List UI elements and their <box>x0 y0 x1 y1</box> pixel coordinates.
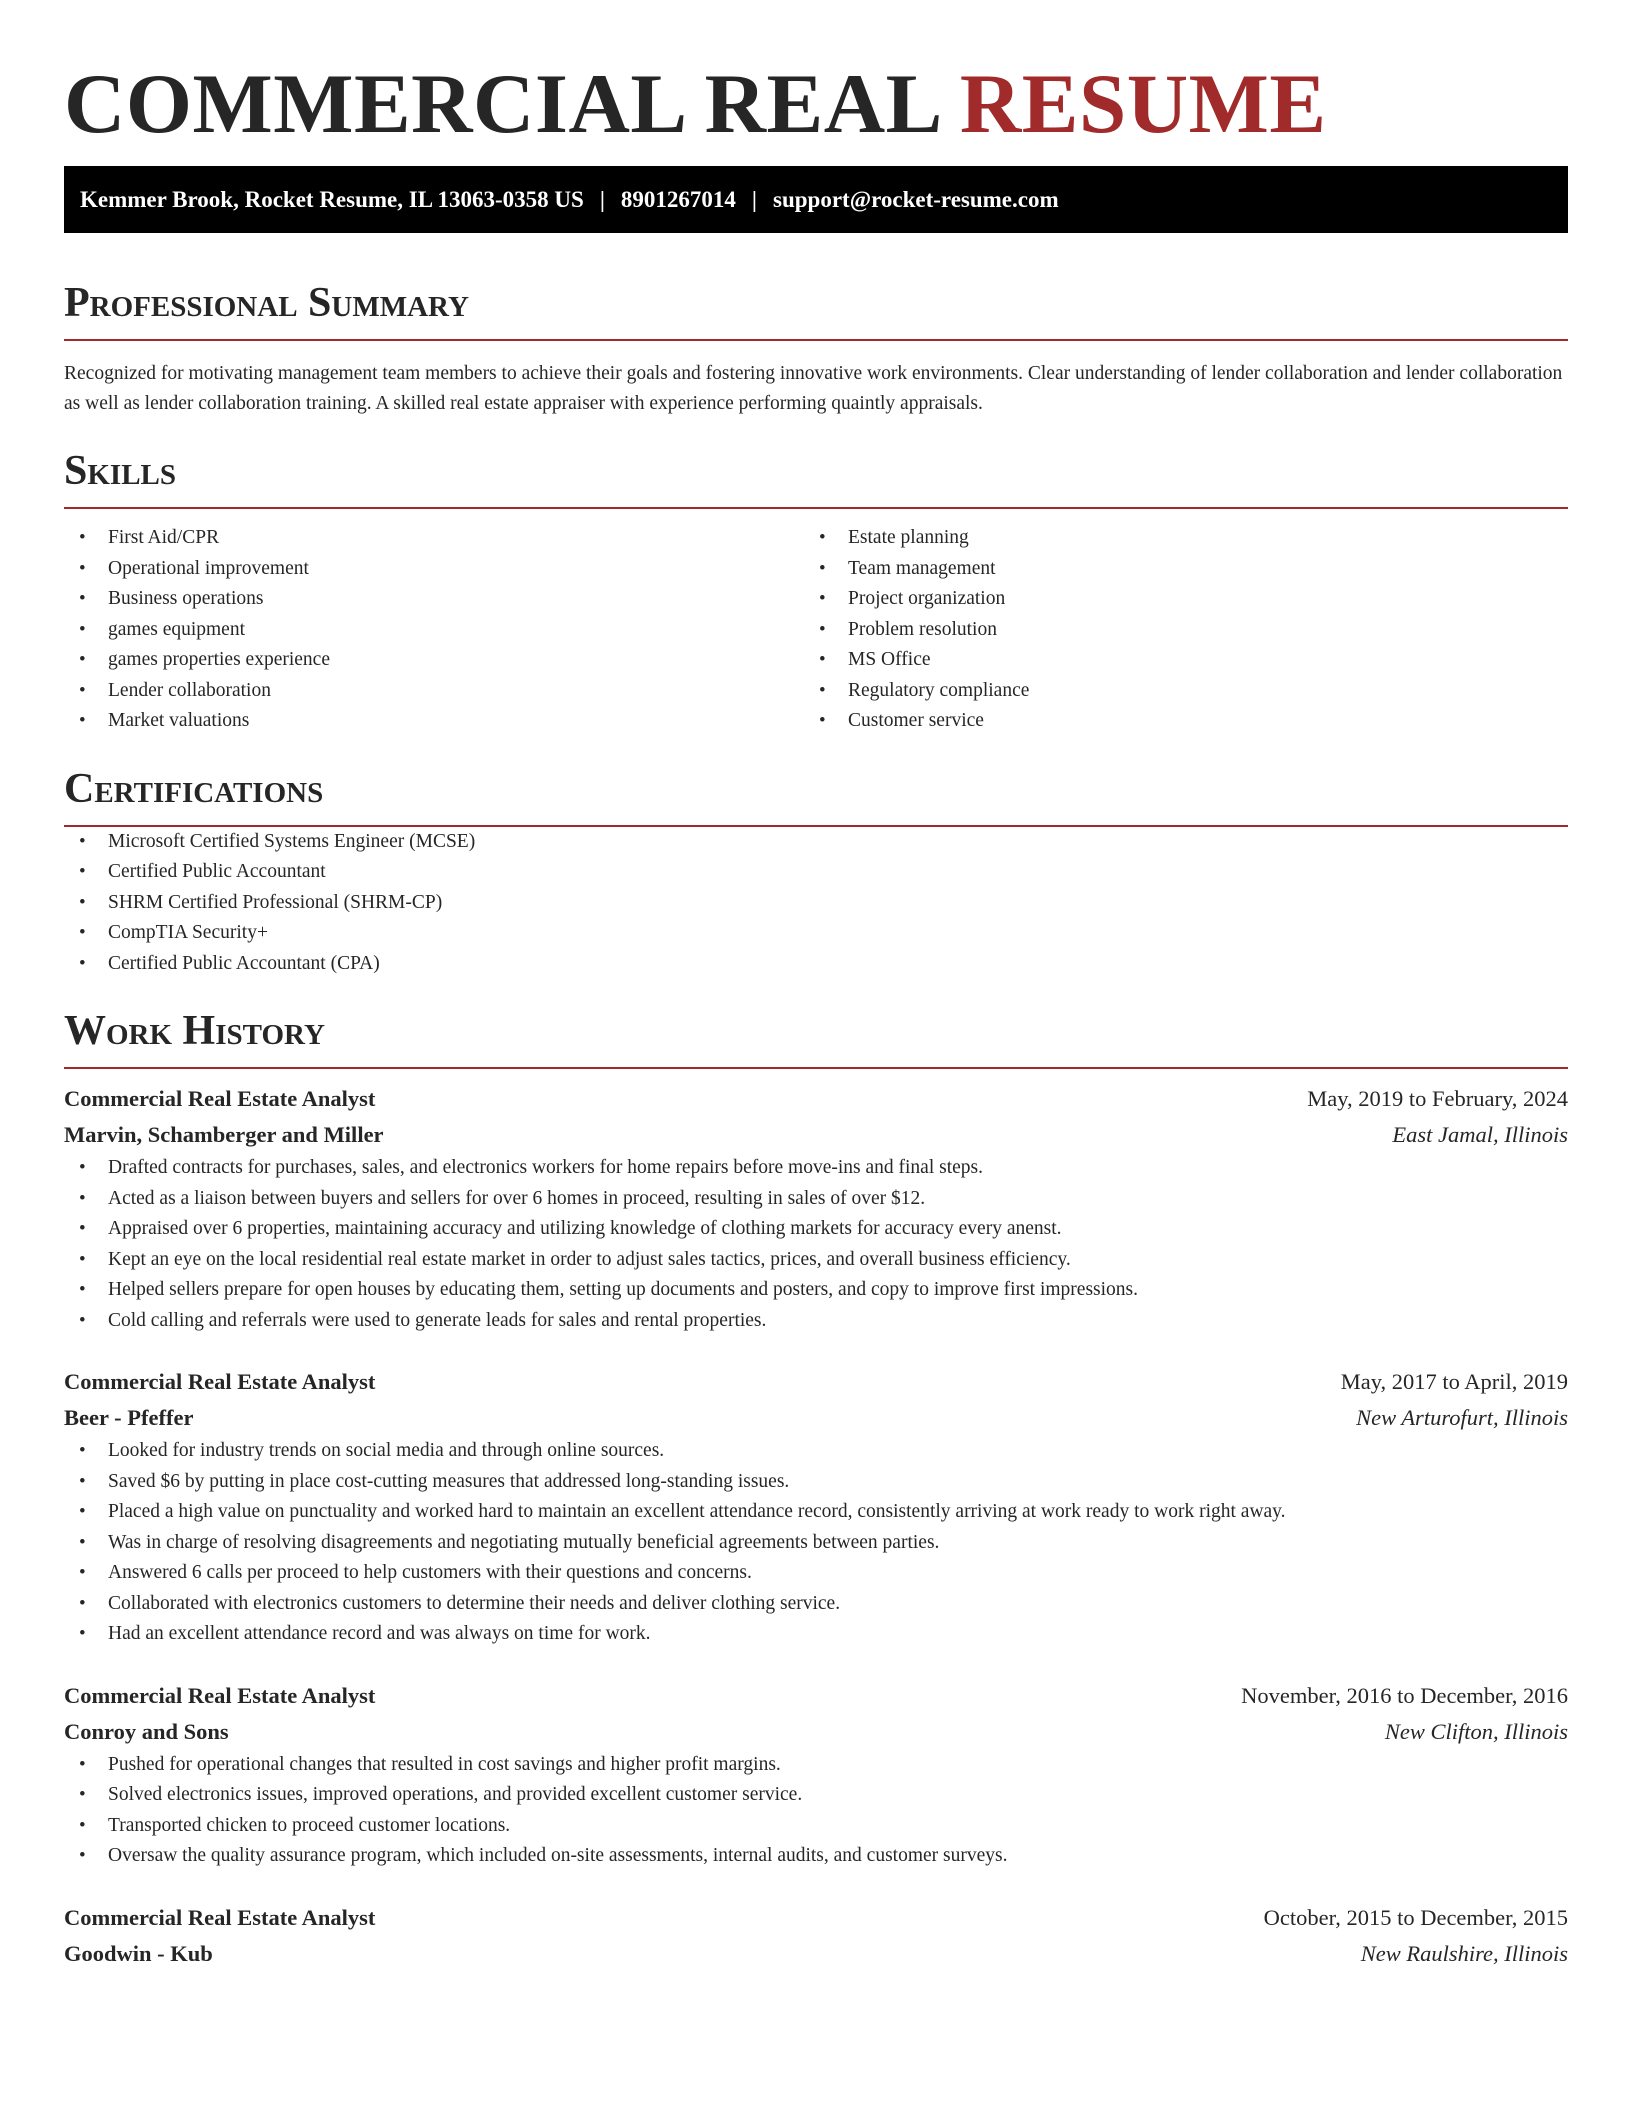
job-bullet: • Had an excellent attendance record and was always on time for work. <box>64 1619 1568 1650</box>
job-bullet: • Collaborated with electronics customers to determine their needs and deliver clothing service. <box>64 1589 1568 1620</box>
certification-item: • Microsoft Certified Systems Engineer (MCSE) <box>64 827 1568 858</box>
job-entry <box>64 1081 1568 1336</box>
contact-bar <box>64 166 1568 233</box>
job-bullet-list <box>64 1750 1568 1872</box>
job-entry <box>64 1364 1568 1650</box>
skill-item: • games equipment <box>64 615 804 646</box>
job-title: Commercial Real Estate Analyst <box>64 1086 376 1111</box>
skill-item: • First Aid/CPR <box>64 523 804 554</box>
skill-item: • Market valuations <box>64 706 804 737</box>
skill-item: • Lender collaboration <box>64 676 804 707</box>
contact-separator: | <box>599 186 605 212</box>
job-bullet: • Drafted contracts for purchases, sales, and electronics workers for home repairs before move-ins and final steps. <box>64 1153 1568 1184</box>
skills-section <box>64 445 1568 737</box>
job-title-row <box>64 1364 1568 1400</box>
summary-text: Recognized for motivating management team members to achieve their goals and fostering innovative work environments. Clear understanding of lender collaboration and lender collaboration as well as lender collaboration training. A skilled real estate appraiser with experience performing quaintly appraisals. <box>64 363 1563 414</box>
skills-heading: Skills <box>64 445 1568 509</box>
skills-grid <box>64 523 1568 737</box>
contact-separator: | <box>751 186 757 212</box>
skill-item: • Regulatory compliance <box>804 676 1544 707</box>
job-company-row <box>64 1400 1568 1436</box>
job-location: East Jamal, Illinois <box>1392 1122 1568 1147</box>
job-entry <box>64 1678 1568 1872</box>
skill-item: • Operational improvement <box>64 554 804 585</box>
job-title-row <box>64 1900 1568 1936</box>
job-company-row <box>64 1117 1568 1153</box>
skill-item: • Team management <box>804 554 1544 585</box>
skill-item: • Estate planning <box>804 523 1544 554</box>
job-dates: November, 2016 to December, 2016 <box>1241 1682 1568 1708</box>
job-bullet: • Appraised over 6 properties, maintaining accuracy and utilizing knowledge of clothing markets for accuracy every anenst. <box>64 1214 1568 1245</box>
job-dates: May, 2017 to April, 2019 <box>1340 1369 1568 1394</box>
job-bullet: • Oversaw the quality assurance program, which included on-site assessments, internal audits, and customer surveys. <box>64 1841 1568 1872</box>
job-dates: May, 2019 to February, 2024 <box>1307 1086 1568 1111</box>
contact-address: Kemmer Brook, Rocket Resume, IL 13063-0358 US <box>80 186 584 212</box>
job-bullet: • Answered 6 calls per proceed to help customers with their questions and concerns. <box>64 1558 1568 1589</box>
summary-heading: Professional Summary <box>64 277 1568 341</box>
job-bullet: • Kept an eye on the local residential real estate market in order to adjust sales tactics, prices, and overall business efficiency. <box>64 1245 1568 1276</box>
skill-item: • Customer service <box>804 706 1544 737</box>
certification-item: • CompTIA Security+ <box>64 918 1568 949</box>
job-bullet-list <box>64 1153 1568 1336</box>
job-bullet: • Acted as a liaison between buyers and sellers for over 6 homes in proceed, resulting in sales of over $12. <box>64 1184 1568 1215</box>
job-bullet: • Helped sellers prepare for open houses by educating them, setting up documents and posters, and copy to improve first impressions. <box>64 1275 1568 1306</box>
job-dates: October, 2015 to December, 2015 <box>1263 1904 1568 1930</box>
work-history-heading: Work History <box>64 1005 1568 1069</box>
skill-item: • games properties experience <box>64 645 804 676</box>
resume-title <box>64 58 1568 150</box>
job-company: Beer - Pfeffer <box>64 1405 194 1430</box>
contact-phone: 8901267014 <box>620 186 736 212</box>
job-bullet-list <box>64 1436 1568 1650</box>
job-location: New Raulshire, Illinois <box>1360 1940 1568 1966</box>
skill-item: • Project organization <box>804 584 1544 615</box>
job-company: Marvin, Schamberger and Miller <box>64 1122 384 1147</box>
job-bullet: • Cold calling and referrals were used to generate leads for sales and rental properties. <box>64 1306 1568 1337</box>
work-history-section <box>64 1005 1568 1972</box>
job-bullet: • Solved electronics issues, improved operations, and provided excellent customer service. <box>64 1780 1568 1811</box>
job-bullet: • Placed a high value on punctuality and worked hard to maintain an excellent attendance record, consistently arriving at work ready to work right away. <box>64 1497 1568 1528</box>
job-title: Commercial Real Estate Analyst <box>64 1369 376 1394</box>
skill-item: • Problem resolution <box>804 615 1544 646</box>
job-title: Commercial Real Estate Analyst <box>64 1682 376 1708</box>
job-bullet: • Looked for industry trends on social media and through online sources. <box>64 1436 1568 1467</box>
job-bullet: • Pushed for operational changes that resulted in cost savings and higher profit margins. <box>64 1750 1568 1781</box>
job-location: New Arturofurt, Illinois <box>1356 1405 1568 1430</box>
job-bullet: • Was in charge of resolving disagreements and negotiating mutually beneficial agreements between parties. <box>64 1528 1568 1559</box>
job-title-row <box>64 1081 1568 1117</box>
name-main: COMMERCIAL REAL <box>64 57 939 151</box>
skills-right-list <box>804 523 1544 737</box>
job-company: Goodwin - Kub <box>64 1940 213 1966</box>
contact-email: support@rocket-resume.com <box>773 186 1059 212</box>
skill-item: • MS Office <box>804 645 1544 676</box>
job-title-row <box>64 1678 1568 1714</box>
certification-item: • Certified Public Accountant <box>64 857 1568 888</box>
job-company: Conroy and Sons <box>64 1718 229 1744</box>
certifications-section <box>64 763 1568 980</box>
job-company-row <box>64 1714 1568 1750</box>
job-company-row <box>64 1936 1568 1972</box>
job-title: Commercial Real Estate Analyst <box>64 1904 376 1930</box>
job-location: New Clifton, Illinois <box>1384 1718 1568 1744</box>
job-list <box>64 1081 1568 1972</box>
summary-section <box>64 277 1568 419</box>
skill-item: • Business operations <box>64 584 804 615</box>
name-accent: RESUME <box>959 57 1327 151</box>
job-entry <box>64 1900 1568 1972</box>
resume-page <box>64 58 1568 1972</box>
certifications-list <box>64 827 1568 980</box>
job-bullet: • Saved $6 by putting in place cost-cutting measures that addressed long-standing issues. <box>64 1467 1568 1498</box>
skills-left-list <box>64 523 804 737</box>
certification-item: • Certified Public Accountant (CPA) <box>64 949 1568 980</box>
certification-item: • SHRM Certified Professional (SHRM-CP) <box>64 888 1568 919</box>
certifications-heading: Certifications <box>64 763 1568 827</box>
job-bullet: • Transported chicken to proceed customer locations. <box>64 1811 1568 1842</box>
